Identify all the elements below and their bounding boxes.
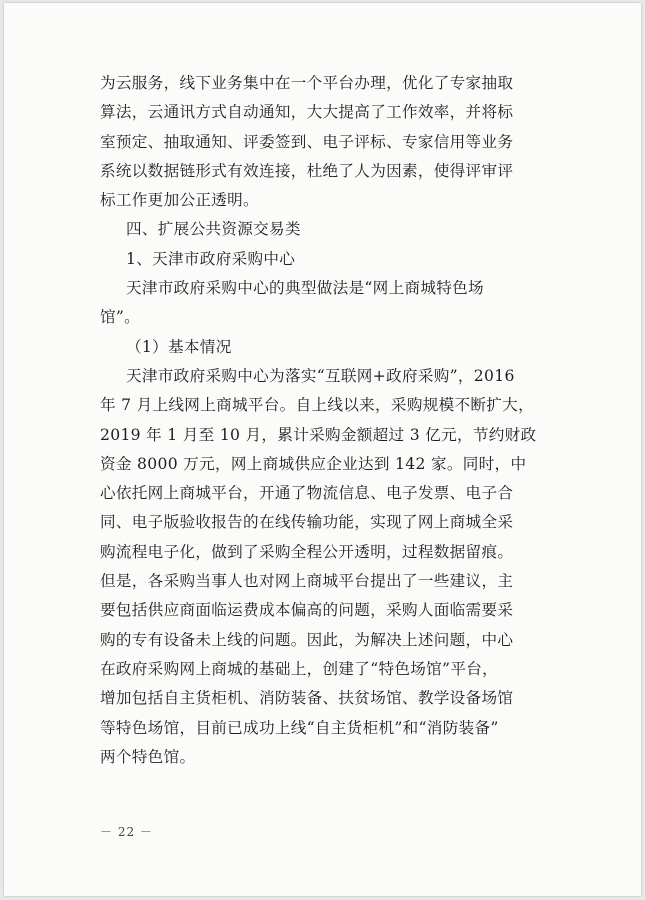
text-line: 标工作更加公正透明。 (100, 191, 259, 210)
text-line: 心依托网上商城平台，开通了物流信息、电子发票、电子合 (100, 484, 514, 503)
body-text (100, 69, 546, 772)
document-page (4, 3, 641, 896)
text-line: 两个特色馆。 (100, 747, 196, 766)
text-line: 天津市政府采购中心的典型做法是“网上商城特色场 (126, 279, 484, 298)
text-line: 年 7 月上线网上商城平台。自上线以来，采购规模不断扩大， (100, 396, 534, 415)
text-line: 在政府采购网上商城的基础上，创建了“特色场馆”平台， (100, 659, 498, 678)
text-line: 为云服务，线下业务集中在一个平台办理，优化了专家抽取 (100, 74, 514, 92)
section-heading: 四、扩展公共资源交易类 (126, 220, 301, 239)
subsection-heading: （1）基本情况 (126, 337, 232, 356)
text-line: 室预定、抽取通知、评委签到、电子评标、专家信用等业务 (100, 132, 514, 151)
page-number: － 22 － (100, 825, 153, 839)
text-line: 等特色场馆，目前已成功上线“自主货柜机”和“消防装备” (100, 718, 499, 737)
text-line: 但是，各采购当事人也对网上商城平台提出了一些建议，主 (100, 572, 514, 591)
text-line: 馆”。 (100, 308, 141, 327)
text-line: 资金 8000 万元，网上商城供应企业达到 142 家。同时，中 (100, 454, 527, 473)
text-line: 购的专有设备未上线的问题。因此，为解决上述问题，中心 (100, 630, 514, 649)
text-line: 要包括供应商面临运费成本偏高的问题，采购人面临需要采 (100, 601, 514, 620)
text-line: 2019 年 1 月至 10 月，累计采购金额超过 3 亿元，节约财政 (100, 425, 537, 444)
text-line: 算法，云通讯方式自动通知，大大提高了工作效率，并将标 (100, 103, 514, 122)
text-line: 系统以数据链形式有效连接，杜绝了人为因素，使得评审评 (100, 161, 514, 180)
text-line: 天津市政府采购中心为落实“互联网+政府采购”，2016 (126, 366, 515, 385)
text-line: 增加包括自主货柜机、消防装备、扶贫场馆、教学设备场馆 (100, 689, 514, 708)
subsection-heading: 1、天津市政府采购中心 (126, 249, 296, 268)
text-line: 同、电子版验收报告的在线传输功能，实现了网上商城全采 (100, 513, 514, 532)
text-line: 购流程电子化，做到了采购全程公开透明，过程数据留痕。 (100, 542, 514, 561)
